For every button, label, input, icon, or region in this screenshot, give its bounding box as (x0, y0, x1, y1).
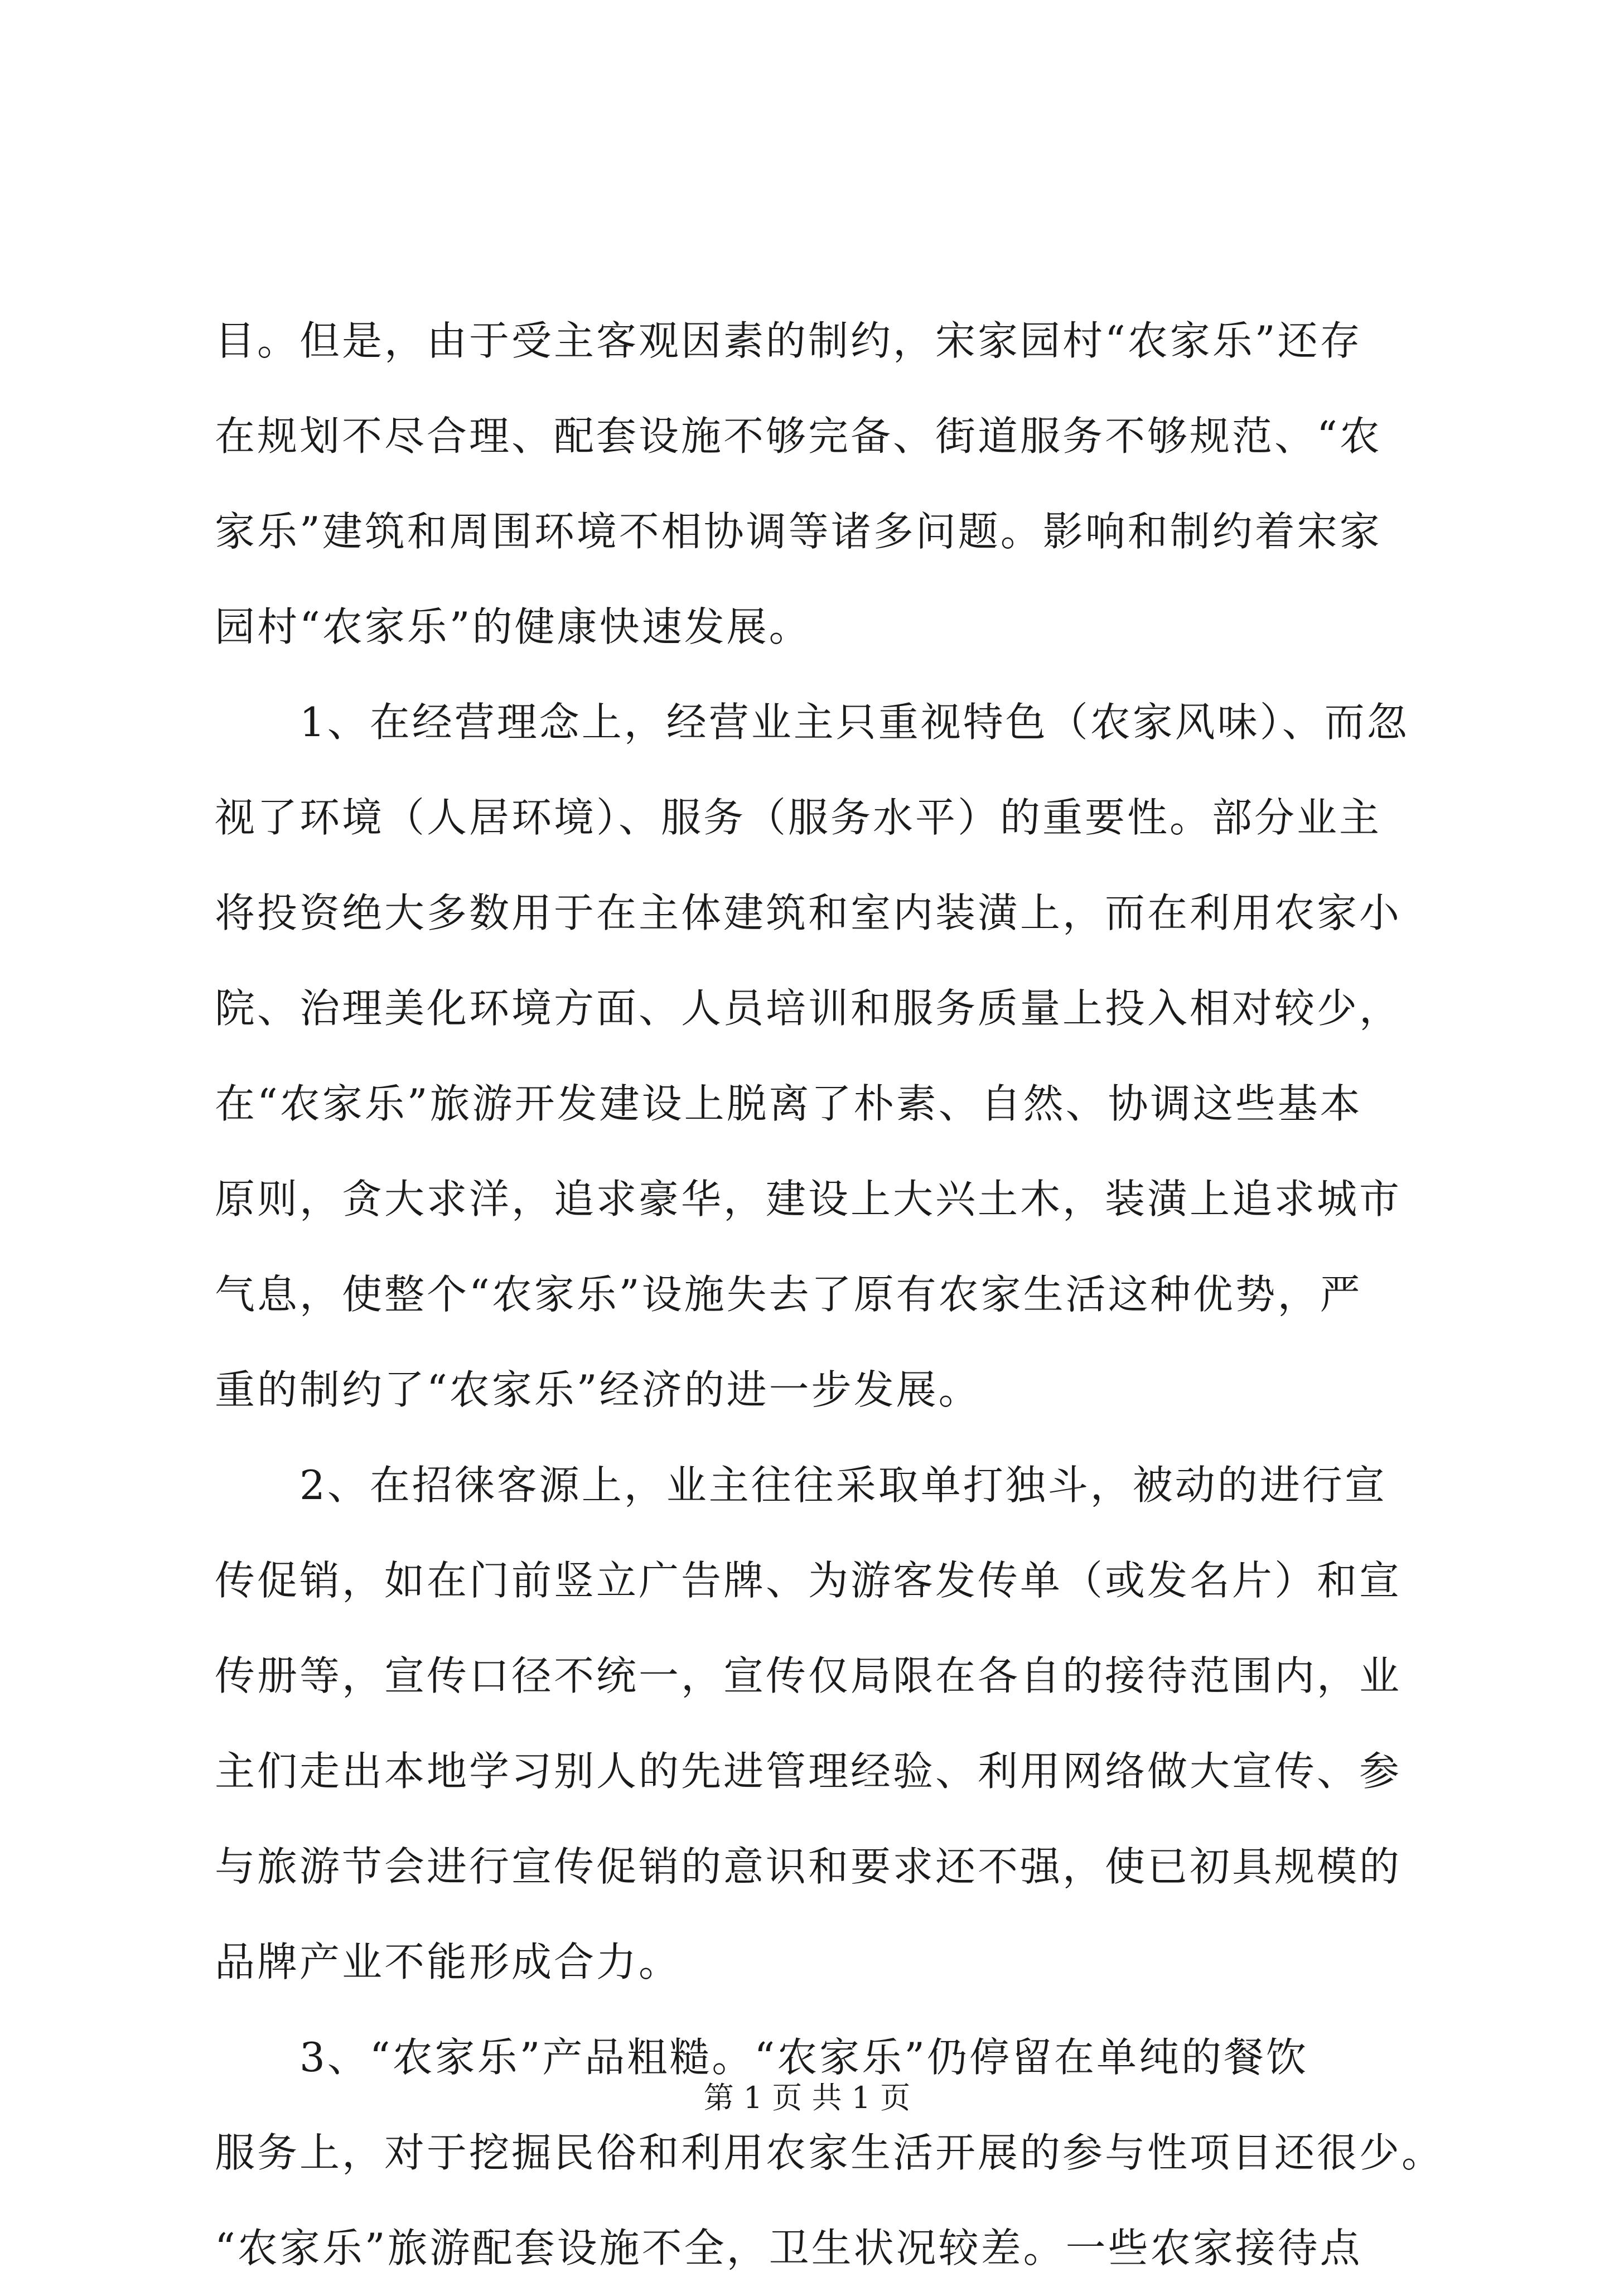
text-line: 3、“农家乐”产品粗糙。“农家乐”仍停留在单纯的餐饮 (215, 2034, 1309, 2081)
text-line: 园村“农家乐”的健康快速发展。 (215, 603, 811, 650)
text-line: 目。但是，由于受主客观因素的制约，宋家园村“农家乐”还存 (215, 317, 1362, 364)
text-line: 家乐”建筑和周围环境不相协调等诸多问题。影响和制约着宋家 (215, 508, 1382, 555)
body-text (215, 293, 1444, 2296)
text-line: 院、治理美化环境方面、人员培训和服务质量上投入相对较少， (215, 985, 1402, 1032)
text-line: 传册等，宣传口径不统一，宣传仅局限在各自的接待范围内，业 (215, 1652, 1402, 1699)
text-line: 品牌产业不能形成合力。 (215, 1939, 682, 1985)
text-line: 1、在经营理念上，经营业主只重视特色（农家风味）、而忽 (215, 699, 1409, 746)
text-line: 视了环境（人居环境）、服务（服务水平）的重要性。部分业主 (215, 794, 1382, 841)
text-line: “农家乐”旅游配套设施不全，卫生状况较差。一些农家接待点 (215, 2225, 1362, 2271)
page-number-footer: 第 1 页 共 1 页 (703, 2080, 911, 2115)
text-line: 重的制约了“农家乐”经济的进一步发展。 (215, 1366, 981, 1413)
text-line: 原则，贪大求洋，追求豪华，建设上大兴土木，装潢上追求城市 (215, 1176, 1402, 1222)
text-line: 2、在招徕客源上，业主往往采取单打独斗，被动的进行宣 (215, 1462, 1387, 1509)
text-line: 将投资绝大多数用于在主体建筑和室内装潢上，而在利用农家小 (215, 890, 1402, 936)
text-line: 在“农家乐”旅游开发建设上脱离了朴素、自然、协调这些基本 (215, 1080, 1362, 1127)
text-line: 主们走出本地学习别人的先进管理经验、利用网络做大宣传、参 (215, 1748, 1402, 1795)
text-line: 在规划不尽合理、配套设施不够完备、街道服务不够规范、“农 (215, 413, 1382, 460)
text-line: 传促销，如在门前竖立广告牌、为游客发传单（或发名片）和宣 (215, 1557, 1402, 1604)
text-line: 服务上，对于挖掘民俗和利用农家生活开展的参与性项目还很少。 (215, 2129, 1444, 2176)
text-line: 与旅游节会进行宣传促销的意识和要求还不强，使已初具规模的 (215, 1843, 1402, 1890)
text-line: 气息，使整个“农家乐”设施失去了原有农家生活这种优势，严 (215, 1271, 1362, 1318)
